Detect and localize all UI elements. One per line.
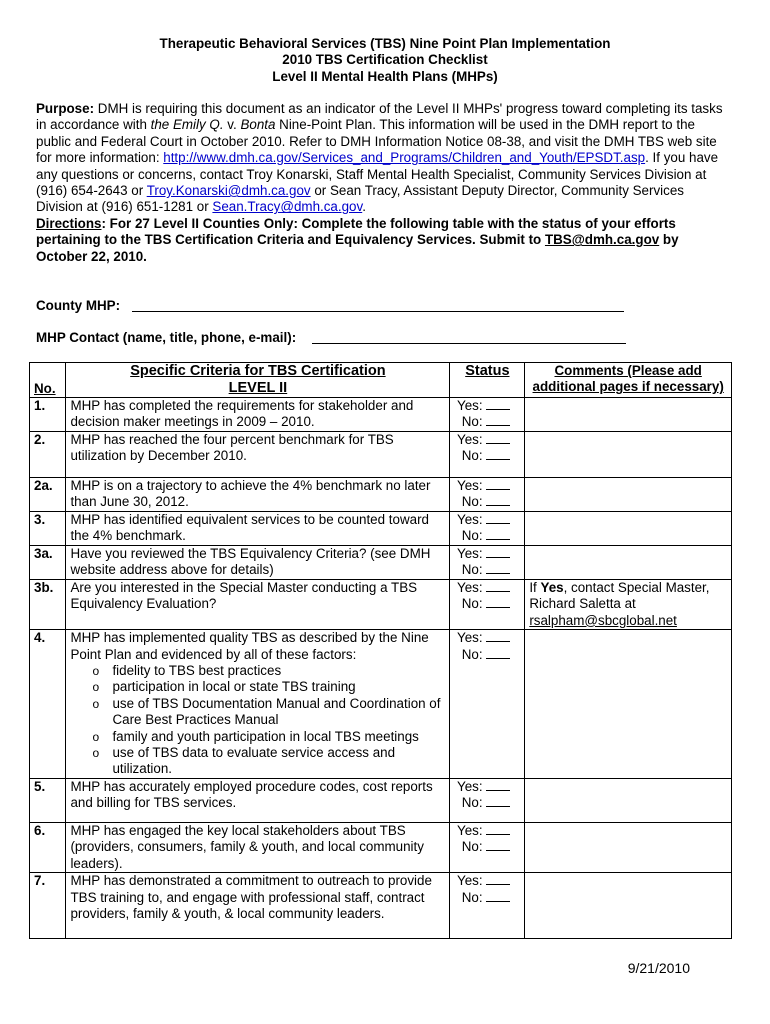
header-no-text: No. xyxy=(34,380,56,396)
row-comments[interactable] xyxy=(525,432,732,478)
yes-label: Yes: xyxy=(457,630,483,646)
troy-email-link[interactable]: Troy.Konarski@dmh.ca.gov xyxy=(146,183,311,199)
status-no[interactable] xyxy=(454,494,510,510)
yes-label: Yes: xyxy=(457,580,483,595)
no-blank[interactable] xyxy=(486,528,510,540)
no-label: No: xyxy=(461,528,483,544)
criteria-text: MHP has identified equivalent services to be counted toward the 4% benchmark. xyxy=(70,512,429,544)
row-comments[interactable] xyxy=(525,546,732,580)
yes-blank[interactable] xyxy=(486,398,510,410)
row-comments[interactable] xyxy=(525,580,732,630)
yes-blank[interactable] xyxy=(486,478,510,490)
row-status[interactable] xyxy=(450,512,525,546)
status-no[interactable] xyxy=(454,414,510,430)
yes-blank[interactable] xyxy=(486,546,510,558)
directions-label: Directions xyxy=(36,215,102,231)
no-label: No: xyxy=(461,596,483,612)
epsdt-link[interactable]: http://www.dmh.ca.gov/Services_and_Programs/Children_and_Youth/EPSDT.asp xyxy=(163,150,646,166)
header-criteria-line-2: LEVEL II xyxy=(228,380,288,396)
criteria-text: Are you interested in the Special Master conducting a TBS Equivalency Evaluation? xyxy=(70,580,418,612)
status-yes[interactable] xyxy=(454,512,510,528)
criteria-text: MHP has accurately employed procedure codes, cost reports and billing for TBS services. xyxy=(70,778,433,811)
no-blank[interactable] xyxy=(486,596,510,608)
no-label: No: xyxy=(461,448,483,464)
no-blank[interactable] xyxy=(486,890,510,902)
yes-blank[interactable] xyxy=(486,779,510,791)
table-row xyxy=(30,580,732,630)
row-criteria xyxy=(66,630,450,779)
directions-paragraph xyxy=(36,216,726,265)
row-comments[interactable] xyxy=(525,822,732,872)
table-row xyxy=(30,822,732,872)
row-criteria xyxy=(66,546,450,580)
yes-label: Yes: xyxy=(457,398,483,413)
footer-date: 9/21/2010 xyxy=(627,960,690,976)
yes-label: Yes: xyxy=(457,778,483,794)
tbs-email[interactable]: TBS@dmh.ca.gov xyxy=(544,232,660,248)
criteria-sub-item: o fidelity to TBS best practices xyxy=(70,663,445,679)
criteria-sub-item: o participation in local or state TBS training xyxy=(70,679,445,695)
purpose-section xyxy=(36,101,726,265)
row-criteria xyxy=(66,432,450,478)
criteria-text: MHP has demonstrated a commitment to outreach to provide TBS training to, and engage with professional staff, contract providers, family & youth, & local community leaders. xyxy=(70,873,432,921)
row-status[interactable] xyxy=(450,873,525,939)
title-line-1: Therapeutic Behavioral Services (TBS) Nine Point Plan Implementation xyxy=(159,36,611,51)
criteria-table xyxy=(29,362,732,939)
row-criteria xyxy=(66,512,450,546)
comment-pre: If xyxy=(529,580,541,595)
status-no[interactable] xyxy=(454,596,510,612)
table-row xyxy=(30,546,732,580)
row-criteria xyxy=(66,822,450,872)
status-no[interactable] xyxy=(454,795,510,811)
purpose-text-d: or Sean Tracy, Assistant Deputy Director, Community Services Division at (916) 651-1281 or xyxy=(36,183,684,215)
county-mhp-line[interactable] xyxy=(132,311,624,312)
criteria-text: MHP is on a trajectory to achieve the 4% benchmark no later than June 30, 2012. xyxy=(70,478,431,510)
criteria-sub-item: o use of TBS Documentation Manual and Coordination of Care Best Practices Manual xyxy=(70,696,445,729)
header-status xyxy=(450,363,525,398)
row-number: 5. xyxy=(30,778,66,822)
criteria-text: MHP has completed the requirements for stakeholder and decision maker meetings in 2009 – 2010. xyxy=(70,398,414,430)
table-row xyxy=(30,432,732,478)
header-criteria-line-1: Specific Criteria for TBS Certification xyxy=(130,363,386,379)
document-title xyxy=(0,36,770,85)
table-row xyxy=(30,778,732,822)
criteria-sub-item: o use of TBS data to evaluate service access and utilization. xyxy=(70,745,445,778)
header-comments-text: Comments (Please add additional pages if necessary) xyxy=(532,363,724,395)
row-number: 4. xyxy=(30,630,66,779)
row-criteria xyxy=(66,478,450,512)
status-no[interactable] xyxy=(454,562,510,578)
yes-label: Yes: xyxy=(457,512,483,527)
yes-label: Yes: xyxy=(457,822,483,838)
row-status[interactable] xyxy=(450,630,525,779)
status-yes[interactable] xyxy=(454,432,510,448)
row-status[interactable] xyxy=(450,778,525,822)
status-yes[interactable] xyxy=(454,478,510,494)
row-status[interactable] xyxy=(450,822,525,872)
row-criteria xyxy=(66,580,450,630)
purpose-text-c: . If you have any questions or concerns, contact Troy Konarski, Staff Mental Health Specialist, Community Services Division at (916) 654-2643 or xyxy=(36,150,719,199)
purpose-label: Purpose: xyxy=(36,101,95,116)
status-no[interactable] xyxy=(454,528,510,544)
row-number: 2a. xyxy=(30,478,66,512)
row-criteria xyxy=(66,873,450,939)
row-criteria xyxy=(66,398,450,432)
yes-blank[interactable] xyxy=(486,823,510,835)
no-label: No: xyxy=(461,414,483,430)
row-number: 3a. xyxy=(30,546,66,580)
row-comments[interactable] xyxy=(525,873,732,939)
purpose-text-a: DMH is requiring this document as an indicator of the Level II MHPs' progress toward completing its tasks in accordance with xyxy=(36,101,723,133)
yes-blank[interactable] xyxy=(486,512,510,524)
row-comments[interactable] xyxy=(525,630,732,779)
no-blank[interactable] xyxy=(486,562,510,574)
no-blank[interactable] xyxy=(486,795,510,807)
table-header xyxy=(30,363,732,398)
title-line-2: 2010 TBS Certification Checklist xyxy=(282,52,488,68)
table-row xyxy=(30,512,732,546)
row-number: 3b. xyxy=(30,580,66,630)
county-mhp-label: County MHP: xyxy=(36,298,121,313)
no-label: No: xyxy=(461,889,483,905)
row-status[interactable] xyxy=(450,580,525,630)
table-row xyxy=(30,478,732,512)
yes-label: Yes: xyxy=(457,432,483,447)
status-yes[interactable] xyxy=(454,779,510,795)
no-label: No: xyxy=(461,562,483,578)
table-row xyxy=(30,873,732,939)
no-label: No: xyxy=(461,646,483,662)
row-comments[interactable] xyxy=(525,778,732,822)
row-number: 1. xyxy=(30,398,66,432)
header-no xyxy=(30,363,66,398)
yes-blank[interactable] xyxy=(486,432,510,444)
row-status[interactable] xyxy=(450,478,525,512)
status-yes[interactable] xyxy=(454,630,510,646)
purpose-text-e: . xyxy=(362,199,366,215)
directions-text: : For 27 Level II Counties Only: Complete the following table with the status of your efforts pertaining to the TBS Certification Criteria and Equivalency Services. Submit to xyxy=(36,215,676,248)
header-criteria xyxy=(66,363,450,398)
case-v: v. xyxy=(223,117,241,133)
no-blank[interactable] xyxy=(486,494,510,506)
status-yes[interactable] xyxy=(454,873,510,889)
mhp-contact-label: MHP Contact (name, title, phone, e-mail): xyxy=(36,330,297,345)
yes-label: Yes: xyxy=(457,873,483,889)
header-comments xyxy=(525,363,732,398)
mhp-contact-line[interactable] xyxy=(312,343,626,344)
status-yes[interactable] xyxy=(454,546,510,562)
purpose-text-b: Nine-Point Plan. This information will be used in the DMH report to the public and Federal Court in October 2010. Refer to DMH Information Notice 08-38, and visit the DMH TBS web site for more information: xyxy=(36,117,717,166)
status-yes[interactable] xyxy=(454,580,510,596)
yes-label: Yes: xyxy=(457,478,483,493)
sean-email-link[interactable]: Sean.Tracy@dmh.ca.gov xyxy=(212,199,363,215)
special-master-email[interactable]: rsalpham@sbcglobal.net xyxy=(529,612,677,628)
yes-label: Yes: xyxy=(457,546,483,561)
row-criteria xyxy=(66,778,450,822)
status-no[interactable] xyxy=(454,890,510,906)
no-blank[interactable] xyxy=(486,414,510,426)
no-blank[interactable] xyxy=(486,839,510,851)
table-row xyxy=(30,398,732,432)
row-number: 7. xyxy=(30,873,66,939)
comment-bold: Yes xyxy=(540,580,564,595)
status-yes[interactable] xyxy=(454,398,510,414)
comment-post: , contact Special Master, Richard Saletta at xyxy=(529,580,710,612)
criteria-text: MHP has reached the four percent benchmark for TBS utilization by December 2010. xyxy=(70,432,394,464)
row-status[interactable] xyxy=(450,432,525,478)
row-number: 6. xyxy=(30,822,66,872)
case-name-2: Bonta xyxy=(240,117,276,133)
row-number: 3. xyxy=(30,512,66,546)
criteria-text: MHP has implemented quality TBS as described by the Nine Point Plan and evidenced by all of these factors: xyxy=(70,630,429,662)
row-status[interactable] xyxy=(450,398,525,432)
case-name-1: the Emily Q. xyxy=(150,117,224,133)
row-comments[interactable] xyxy=(525,478,732,512)
yes-blank[interactable] xyxy=(486,580,510,592)
table-row xyxy=(30,630,732,779)
row-number: 2. xyxy=(30,432,66,478)
status-no[interactable] xyxy=(454,839,510,855)
title-line-3: Level II Mental Health Plans (MHPs) xyxy=(272,68,498,84)
no-label: No: xyxy=(461,839,483,855)
no-blank[interactable] xyxy=(486,647,510,659)
no-label: No: xyxy=(461,795,483,811)
row-comments[interactable] xyxy=(525,512,732,546)
criteria-sub-item: o family and youth participation in local TBS meetings xyxy=(70,729,445,745)
yes-blank[interactable] xyxy=(486,630,510,642)
purpose-paragraph xyxy=(36,101,726,216)
header-status-text: Status xyxy=(465,363,510,379)
no-label: No: xyxy=(461,494,483,510)
status-yes[interactable] xyxy=(454,823,510,839)
status-no[interactable] xyxy=(454,448,510,464)
row-status[interactable] xyxy=(450,546,525,580)
directions-text-end: by October 22, 2010. xyxy=(36,232,679,264)
criteria-text: MHP has engaged the key local stakeholders about TBS (providers, consumers, family & youth, and local community leaders). xyxy=(70,822,424,871)
yes-blank[interactable] xyxy=(486,873,510,885)
criteria-text: Have you reviewed the TBS Equivalency Criteria? (see DMH website address above for details) xyxy=(70,546,431,578)
row-comments[interactable] xyxy=(525,398,732,432)
no-blank[interactable] xyxy=(486,448,510,460)
status-no[interactable] xyxy=(454,647,510,663)
